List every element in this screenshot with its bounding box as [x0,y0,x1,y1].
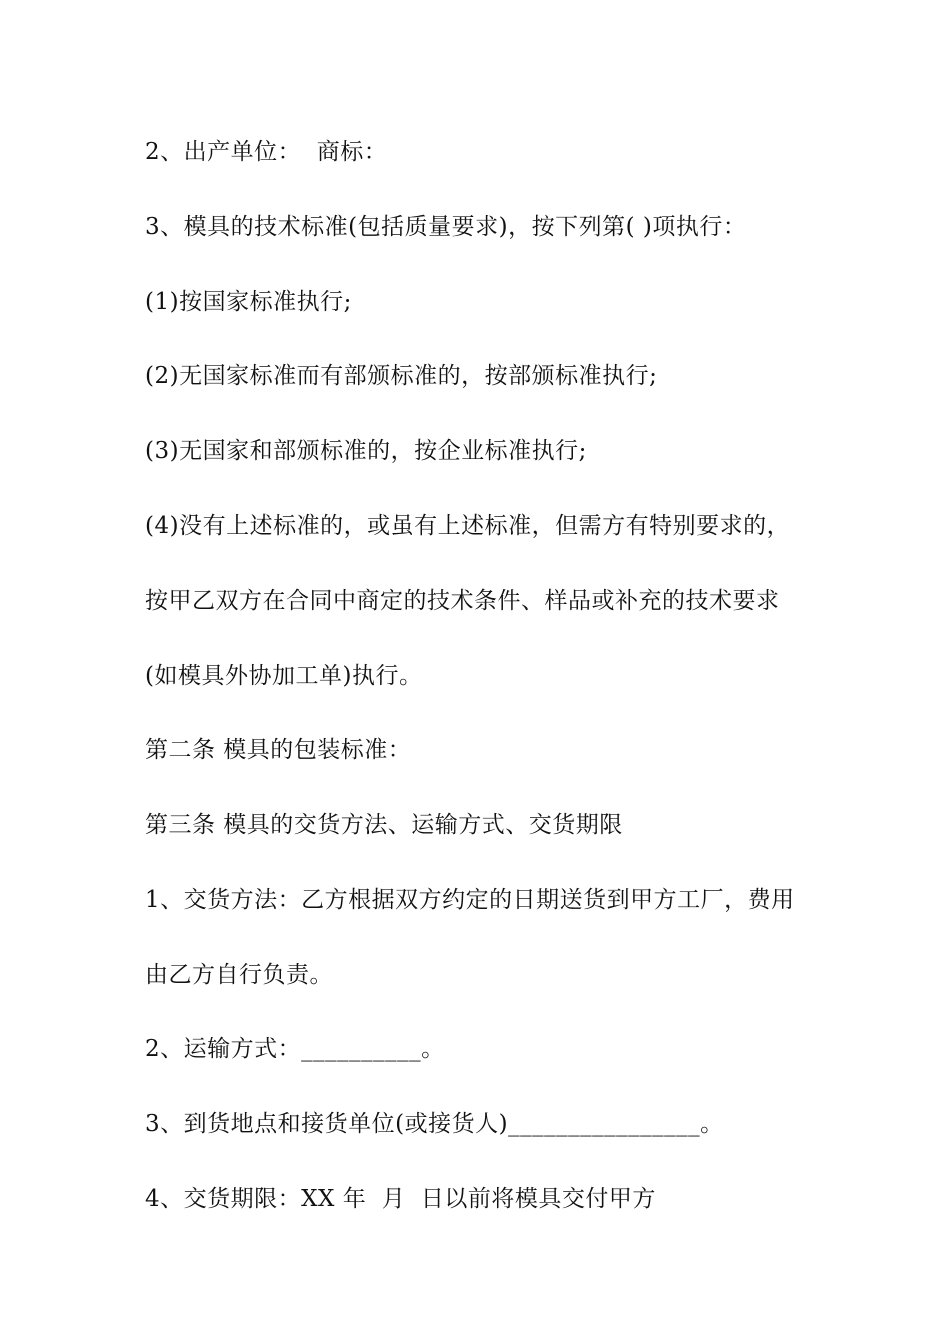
text-line-ministry-standard: (2)无国家标准而有部颁标准的，按部颁标准执行; [145,363,658,389]
text-line-technical-standard: 3、模具的技术标准(包括质量要求)，按下列第( )项执行： [145,214,747,240]
text-line-processing-order: (如模具外协加工单)执行。 [145,663,423,689]
text-line-national-standard: (1)按国家标准执行; [145,289,352,315]
text-line-transport-method: 2、运输方式：__________。 [145,1036,445,1062]
section-heading-delivery: 第三条 模具的交货方法、运输方式、交货期限 [145,812,623,838]
text-line-delivery-method: 1、交货方法：乙方根据双方约定的日期送货到甲方工厂，费用 [145,887,795,913]
text-line-contract-conditions: 按甲乙双方在合同中商定的技术条件、样品或补充的技术要求 [145,588,780,614]
section-heading-packaging: 第二条 模具的包装标准： [145,737,412,763]
text-line-delivery-deadline: 4、交货期限：XX 年 月 日以前将模具交付甲方 [145,1186,656,1212]
text-line-origin-unit: 2、出产单位： 商标： [145,139,388,165]
text-line-delivery-cost: 由乙方自行负责。 [145,962,333,988]
text-line-arrival-place: 3、到货地点和接货单位(或接货人)________________。 [145,1111,724,1137]
text-line-enterprise-standard: (3)无国家和部颁标准的，按企业标准执行; [145,438,587,464]
text-line-special-requirements: (4)没有上述标准的，或虽有上述标准，但需方有特别要求的， [145,513,791,539]
